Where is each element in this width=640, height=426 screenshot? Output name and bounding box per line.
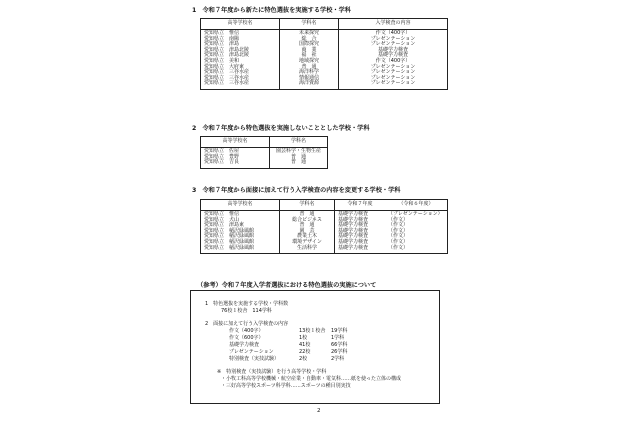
reference-item2-cell: 2学科 bbox=[331, 356, 345, 362]
table-row bbox=[201, 81, 448, 89]
table-cell: プレゼンテーション bbox=[339, 65, 448, 71]
table-cell: 環境デザイン bbox=[280, 240, 335, 246]
table-cell: 愛知県立 佐屋 bbox=[201, 147, 270, 155]
table-header: 高等学校名 bbox=[201, 137, 270, 148]
table-cell: 愛知県立 稲沢緑風館 bbox=[201, 240, 280, 246]
reference-item2-cell: 作文（400字） bbox=[229, 328, 264, 334]
table-cell: （作文） bbox=[385, 223, 448, 229]
table-cell: 愛知県立 美和 bbox=[201, 59, 280, 65]
table-cell: 総合ビジネス bbox=[280, 218, 335, 224]
table-cell: プレゼンテーション bbox=[339, 76, 448, 82]
table-cell: 基礎学力検査 bbox=[335, 240, 386, 246]
reference-item2-title: 2 面接に加えて行う入学検査の内容 bbox=[205, 321, 289, 327]
table-cell: 基礎学力検査 bbox=[335, 229, 386, 235]
table-cell: 福 祉 bbox=[280, 53, 339, 59]
table-cell: 愛知県立 豊野 bbox=[201, 155, 270, 161]
table-header: 学科名 bbox=[270, 137, 328, 148]
reference-title: （参考）令和７年度入学者選抜における特色選抜の実施について bbox=[197, 282, 377, 289]
table-cell: プレゼンテーション bbox=[339, 37, 448, 43]
section3-title: 3 令和７年度から面接に加えて行う入学検査の内容を変更する学校・学科 bbox=[192, 187, 401, 194]
table-cell: 地域探究 bbox=[280, 59, 339, 65]
table-cell: 商 業 bbox=[280, 48, 339, 54]
table-cell: 愛知県立 三谷水産 bbox=[201, 70, 280, 76]
reference-item2-cell: プレゼンテーション bbox=[229, 349, 274, 355]
table-row bbox=[201, 246, 448, 254]
table-header: 学科名 bbox=[280, 200, 335, 211]
reference-item2-cell: 基礎学力検査 bbox=[229, 342, 260, 348]
table-cell: 愛知県立 三谷水産 bbox=[201, 81, 280, 89]
table-cell: 愛知県立 南陽 bbox=[201, 37, 280, 43]
table-cell: 基礎学力検査 bbox=[339, 53, 448, 59]
table-cell: プレゼンテーション bbox=[339, 70, 448, 76]
table-header: 高等学校名 bbox=[201, 19, 280, 30]
table-header: 令和７年度 bbox=[335, 200, 386, 211]
table-cell: 基礎学力検査 bbox=[335, 223, 386, 229]
table-cell: 普 通 bbox=[270, 155, 328, 161]
table-cell: 基礎学力検査 bbox=[335, 210, 386, 218]
table-cell: （作文） bbox=[385, 246, 448, 254]
reference-note-line: ・三好高等学校スポーツ科学科……スポーツの種目別実技 bbox=[221, 383, 351, 389]
section3-table bbox=[200, 199, 448, 254]
table-header: 高等学校名 bbox=[201, 200, 280, 211]
section2-title: 2 令和７年度から特色選抜を実施しないこととした学校・学科 bbox=[192, 125, 370, 132]
table-cell: （作文） bbox=[385, 229, 448, 235]
table-cell: 作文（400字） bbox=[339, 29, 448, 37]
table-cell: 海洋資源 bbox=[280, 81, 339, 89]
table-cell: 海洋科学 bbox=[280, 70, 339, 76]
reference-note-title: ※ 特別検査（実技試験）を行う高等学校・学科 bbox=[217, 369, 327, 375]
reference-item2-cell: 41校 bbox=[299, 342, 311, 348]
table-cell: 作文（400字） bbox=[339, 59, 448, 65]
reference-note-line: ・小牧工科高等学校機械・航空産業・自動車・電気科……紙を使った立体の構成 bbox=[221, 376, 402, 382]
table-cell: 愛知県立 津島東 bbox=[201, 223, 280, 229]
table-cell: 愛知県立 惟信 bbox=[201, 210, 280, 218]
table-cell: 愛知県立 津島北陵 bbox=[201, 48, 280, 54]
table-cell: （プレゼンテーション） bbox=[385, 210, 448, 218]
table-cell: 愛知県立 稲沢緑風館 bbox=[201, 234, 280, 240]
section1-title: 1 令和７年度から新たに特色選抜を実施する学校・学科 bbox=[192, 7, 351, 14]
table-cell: 未来探究 bbox=[280, 29, 339, 37]
reference-item2-cell: 特別検査（実技試験） bbox=[229, 356, 280, 362]
table-cell: 生活科学 bbox=[280, 246, 335, 254]
table-cell: 愛知県立 稲沢緑風館 bbox=[201, 246, 280, 254]
table-row bbox=[201, 160, 328, 168]
table-cell: 基礎学力検査 bbox=[335, 246, 386, 254]
table-cell: （作文） bbox=[385, 234, 448, 240]
section1-table bbox=[200, 18, 448, 90]
page-number: 2 bbox=[317, 408, 321, 414]
table-cell: 情報通信 bbox=[280, 76, 339, 82]
reference-box bbox=[190, 290, 440, 404]
reference-item2-cell: 1学科 bbox=[331, 335, 345, 341]
reference-item1-title: 1 特色選抜を実施する学校・学科数 bbox=[205, 301, 289, 307]
table-cell: （作文） bbox=[385, 218, 448, 224]
table-header: （令和６年度） bbox=[385, 200, 448, 211]
table-cell: 愛知県立 犬山 bbox=[201, 218, 280, 224]
reference-item2-cell: 19学科 bbox=[331, 328, 348, 334]
reference-item2-cell: 作文（600字） bbox=[229, 335, 264, 341]
table-cell: 基礎学力検査 bbox=[335, 234, 386, 240]
table-cell: プレゼンテーション bbox=[339, 42, 448, 48]
reference-item2-cell: 66学科 bbox=[331, 342, 348, 348]
table-cell: 愛知県立 津島 bbox=[201, 42, 280, 48]
table-cell: 愛知県立 稲沢緑風館 bbox=[201, 229, 280, 235]
table-cell: （作文） bbox=[385, 240, 448, 246]
table-cell: 愛知県立 三谷水産 bbox=[201, 76, 280, 82]
reference-item2-cell: 22校 bbox=[299, 349, 311, 355]
table-cell: 普 通 bbox=[280, 65, 339, 71]
table-cell: 愛知県立 惟信 bbox=[201, 29, 280, 37]
table-cell: 愛知県立 吉良 bbox=[201, 160, 270, 168]
table-cell: 基礎学力検査 bbox=[339, 48, 448, 54]
table-cell: 愛知県立 津島北陵 bbox=[201, 53, 280, 59]
reference-item2-cell: 26学科 bbox=[331, 349, 348, 355]
reference-item1-value: 76校１校舎 114学科 bbox=[221, 308, 272, 314]
table-cell: 普 通 bbox=[270, 160, 328, 168]
reference-item2-cell: 1校 bbox=[299, 335, 308, 341]
table-cell: プレゼンテーション bbox=[339, 81, 448, 89]
reference-item2-cell: 13校１校舎 bbox=[299, 328, 326, 334]
table-header: 入学検査の内容 bbox=[339, 19, 448, 30]
table-cell: 普 通 bbox=[280, 210, 335, 218]
table-cell: 園 芸 bbox=[280, 229, 335, 235]
table-header: 学科名 bbox=[280, 19, 339, 30]
table-cell: 国際探究 bbox=[280, 42, 339, 48]
table-cell: 総 合 bbox=[280, 37, 339, 43]
table-cell: 愛知県立 大府東 bbox=[201, 65, 280, 71]
table-cell: 普 通 bbox=[280, 223, 335, 229]
section2-table bbox=[200, 136, 328, 169]
table-cell: 農業土木 bbox=[280, 234, 335, 240]
table-cell: 基礎学力検査 bbox=[335, 218, 386, 224]
table-cell: 園芸科学・生物生産 bbox=[270, 147, 328, 155]
reference-item2-cell: 2校 bbox=[299, 356, 308, 362]
